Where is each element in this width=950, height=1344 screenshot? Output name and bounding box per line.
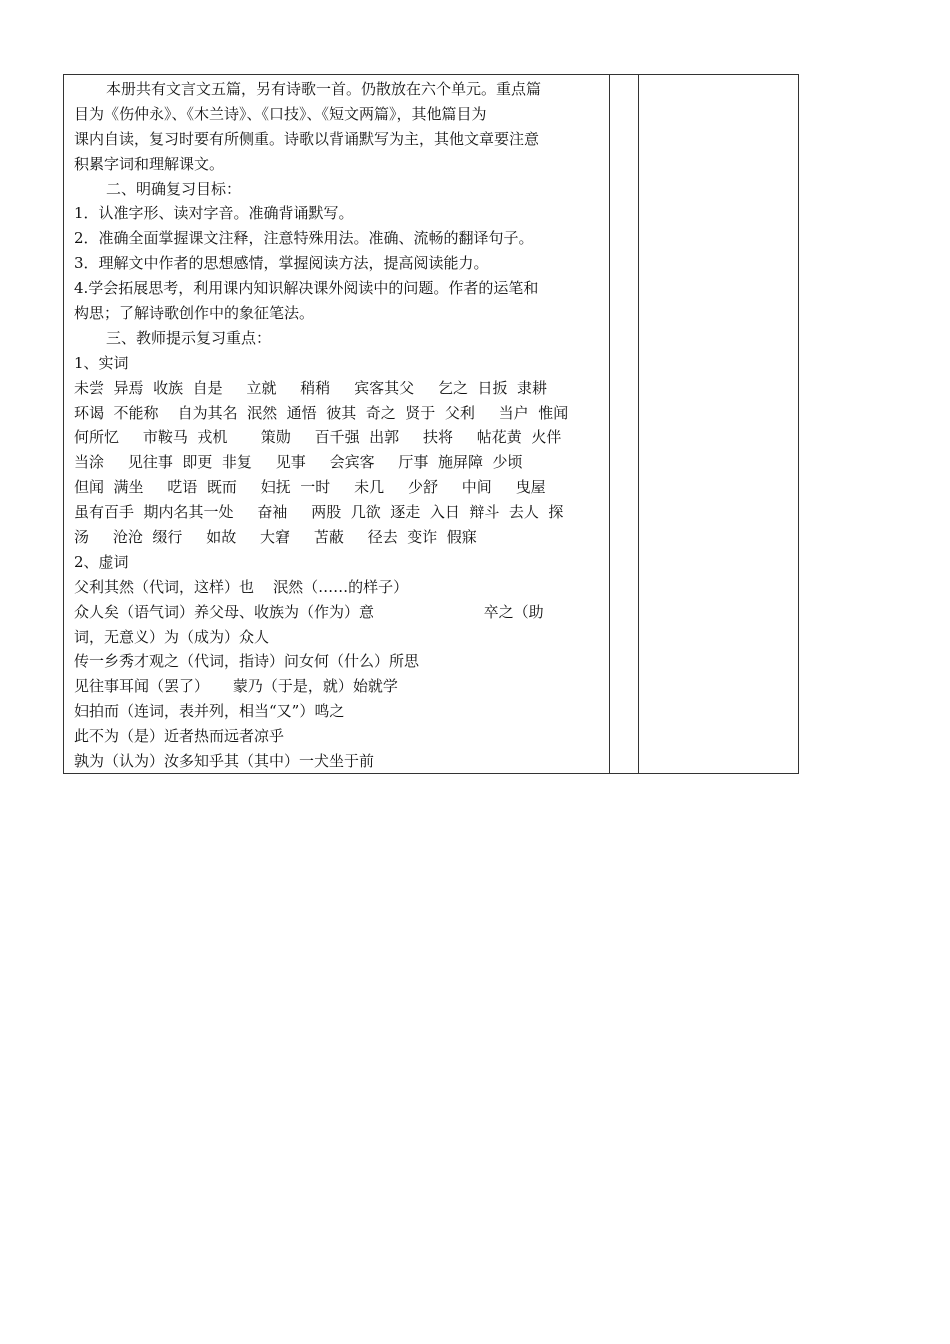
vocab-line: 虽有百手 期内名其一处 奋袖 两股 几欲 逐走 入日 辩斗 去人 探: [74, 503, 564, 522]
text-line: 4.学会拓展思考，利用课内知识解决课外阅读中的问题。作者的运笔和: [74, 279, 539, 298]
vocab-line: 环谒 不能称 自为其名 泯然 通悟 彼其 奇之 贤于 父利 当户 惟闻: [74, 403, 569, 422]
content-cell: [64, 75, 610, 773]
section-heading: 二、明确复习目标：: [106, 179, 242, 198]
narrow-empty-cell: [610, 75, 639, 773]
subsection-heading: 2、虚词: [74, 552, 129, 571]
vocab-line: 当涂 见往事 即更 非复 见事 会宾客 厅事 施屏障 少顷: [74, 453, 523, 472]
text-line: 本册共有文言文五篇，另有诗歌一首。仍散放在六个单元。重点篇: [106, 80, 542, 98]
vocab-line: 但闻 满坐 呓语 既而 妇抚 一时 未几 少舒 中间 曳屋: [74, 478, 546, 497]
notes-empty-cell: [639, 75, 798, 773]
vocab-line: 汤 沧沧 缀行 如故 大窘 苫蔽 径去 变诈 假寐: [74, 528, 477, 547]
vocab-line: 未尝 异焉 收族 自是 立就 稍稍 宾客其父 乞之 日扳 隶耕: [74, 378, 548, 397]
subsection-heading: 1、实词: [74, 353, 129, 372]
function-word-line: 词，无意义）为（成为）众人: [74, 627, 270, 646]
function-word-line: 妇拍而（连词，表并列，相当“又”）鸣之: [74, 702, 345, 721]
function-word-line: 众人矣（语气词）养父母、收族为（作为）意 卒之（助: [74, 602, 544, 621]
text-line: 积累字词和理解课文。: [74, 154, 225, 173]
text-line: 1．认准字形、读对字音。准确背诵默写。: [74, 204, 354, 223]
function-word-line: 孰为（认为）汝多知乎其（其中）一犬坐于前: [74, 752, 375, 771]
section-heading: 三、教师提示复习重点：: [106, 328, 272, 347]
text-line: 构思；了解诗歌创作中的象征笔法。: [74, 304, 315, 323]
text-line: 目为《伤仲永》、《木兰诗》、《口技》、《短文两篇》，其他篇目为: [74, 104, 487, 123]
review-table: [63, 74, 799, 774]
function-word-line: 传一乡秀才观之（代词，指诗）问女何（什么）所思: [74, 652, 420, 671]
function-word-line: 父利其然（代词，这样）也 泯然（……的样子）: [74, 577, 409, 596]
text-line: 2．准确全面掌握课文注释，注意特殊用法。准确、流畅的翻译句子。: [74, 229, 534, 248]
content-text: [74, 77, 604, 774]
text-line: 3．理解文中作者的思想感情，掌握阅读方法，提高阅读能力。: [74, 254, 489, 273]
text-line: 课内自读，复习时要有所侧重。诗歌以背诵默写为主，其他文章要注意: [74, 129, 540, 148]
function-word-line: 见往事耳闻（罢了） 蒙乃（于是，就）始就学: [74, 677, 398, 696]
function-word-line: 此不为（是）近者热而远者凉乎: [74, 727, 285, 746]
vocab-line: 何所忆 市鞍马 戎机 策勋 百千强 出郭 扶将 帖花黄 火伴: [74, 428, 562, 447]
